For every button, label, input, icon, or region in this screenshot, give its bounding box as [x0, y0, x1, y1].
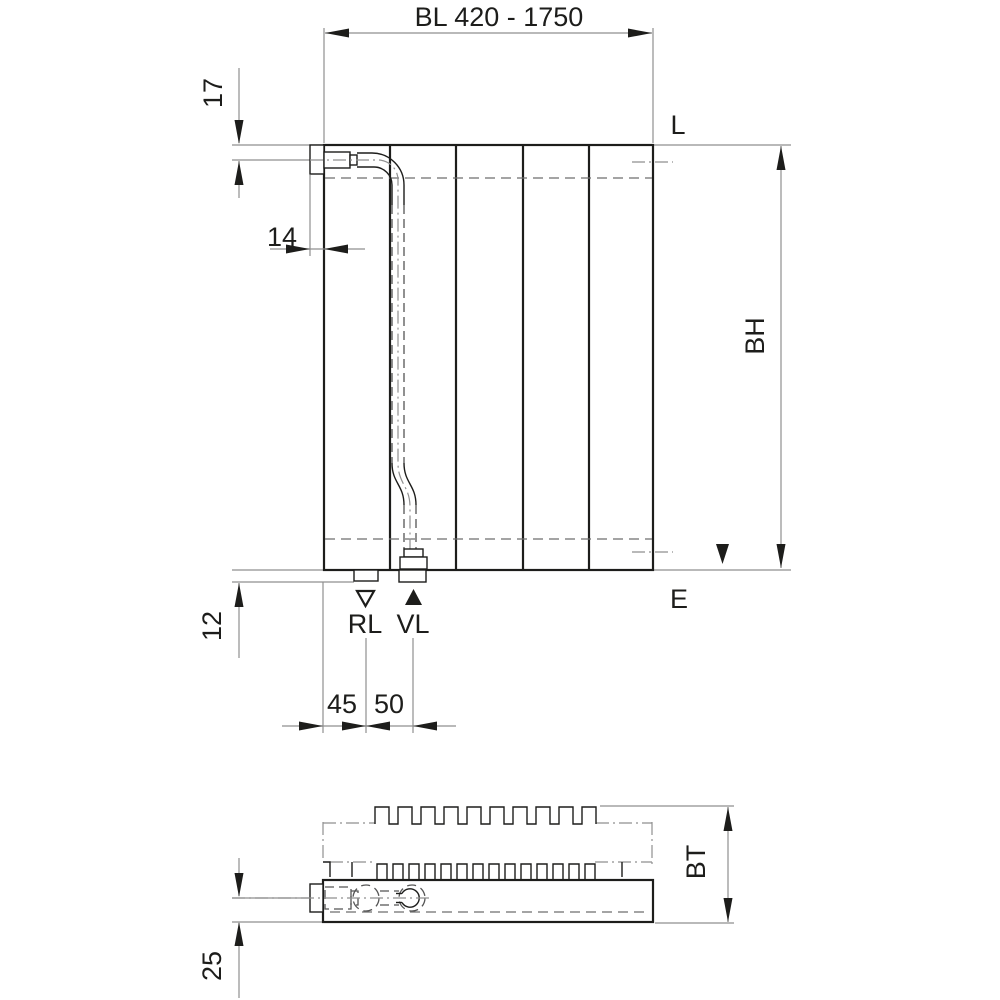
dim-45-label: 45 — [326, 689, 358, 719]
label-supply: VL — [396, 609, 430, 639]
front-view — [197, 2, 791, 733]
dim-50-label: 50 — [373, 689, 405, 719]
label-top-line: L — [670, 110, 686, 140]
panel-section — [323, 880, 653, 922]
label-bottom-line: E — [669, 584, 689, 614]
dim-bl-label: BL 420 - 1750 — [414, 2, 584, 32]
fin-package-step-left — [323, 862, 330, 877]
dim-17-label: 17 — [198, 77, 228, 109]
bottom-connection-fitting — [400, 549, 427, 569]
label-return: RL — [347, 609, 383, 639]
convector-fin-package — [323, 807, 652, 881]
dim-45-50 — [282, 689, 456, 731]
section-view — [197, 806, 734, 998]
dim-bl — [325, 2, 652, 38]
dim-12-label: 12 — [197, 610, 227, 642]
fixing-marker — [716, 544, 729, 564]
dim-25-label: 25 — [197, 950, 227, 982]
dim-bh — [740, 146, 786, 568]
return-flow-symbol — [357, 591, 374, 606]
dim-17 — [198, 68, 244, 198]
radiator-body — [324, 145, 653, 570]
dim-bt-label: BT — [681, 844, 711, 880]
dim-bt — [681, 807, 733, 922]
supply-stub — [399, 570, 426, 582]
return-stub — [354, 570, 378, 581]
lower-fin-row — [377, 864, 595, 881]
upper-fin-row — [375, 807, 596, 824]
dim-14-label: 14 — [266, 222, 298, 252]
dim-25 — [197, 858, 244, 998]
supply-flow-symbol — [405, 589, 422, 605]
dim-bh-label: BH — [740, 317, 770, 355]
dim-12 — [197, 583, 244, 658]
